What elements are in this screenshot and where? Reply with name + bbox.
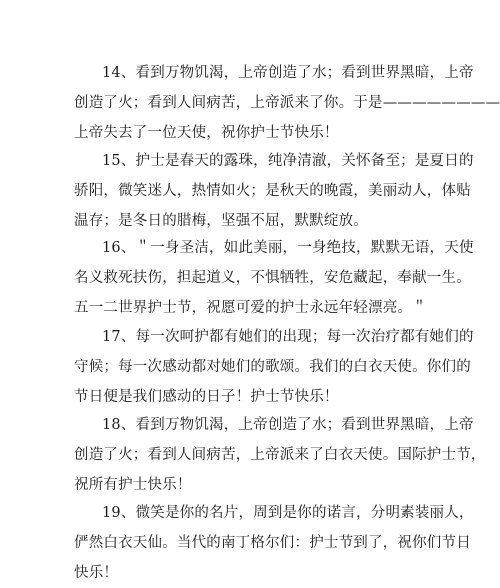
paragraph-line: 15、护士是春天的露珠，纯净清澈，关怀备至；是夏日的 (102, 153, 474, 169)
paragraph-line: 守候；每一次感动都对她们的歌颂。我们的白衣天使。你们的 (74, 359, 471, 375)
paragraph-line: 快乐！ (74, 565, 119, 581)
paragraph-16 (74, 233, 474, 323)
paragraph-line: 18、看到万物饥渴，上帝创造了水；看到世界黑暗，上帝 (102, 417, 474, 433)
paragraph-line: 温存；是冬日的腊梅，坚强不屈，默默绽放。 (74, 213, 368, 229)
paragraph-line: 创造了火；看到人间病苦，上帝派来了白衣天使。国际护士节， (74, 447, 486, 463)
paragraph-line: 上帝失去了一位天使，祝你护士节快乐！ (74, 125, 339, 141)
paragraph-19 (74, 498, 474, 588)
paragraph-18 (74, 410, 486, 500)
paragraph-line: 创造了火；看到人间病苦，上帝派来了你。于是———————— (74, 95, 500, 111)
paragraph-line: 祝所有护士快乐！ (74, 477, 192, 493)
paragraph-line: 骄阳，微笑迷人，热情如火；是秋天的晚霞，美丽动人，体贴 (74, 183, 471, 199)
paragraph-line: 俨然白衣天仙。当代的南丁格尔们：护士节到了，祝你们节日 (74, 535, 471, 551)
paragraph-line: 节日便是我们感动的日子！护士节快乐！ (74, 389, 339, 405)
paragraph-line: 17、每一次呵护都有她们的出现；每一次治疗都有她们的 (102, 329, 474, 345)
paragraph-line: 名义救死扶伤，担起道义，不惧牺牲，安危藏起，奉献一生。 (74, 270, 471, 286)
paragraph-15 (74, 146, 474, 236)
paragraph-line: 16、＂一身圣洁，如此美丽，一身绝技，默默无语，天使 (102, 240, 474, 256)
paragraph-line: 14、看到万物饥渴，上帝创造了水；看到世界黑暗，上帝 (102, 65, 474, 81)
paragraph-17 (74, 322, 474, 412)
paragraph-line: 五一二世界护士节，祝愿可爱的护士永远年轻漂亮。＂ (74, 300, 427, 316)
paragraph-14 (74, 58, 500, 148)
paragraph-line: 19、微笑是你的名片，周到是你的诺言，分明素装丽人， (102, 505, 474, 521)
